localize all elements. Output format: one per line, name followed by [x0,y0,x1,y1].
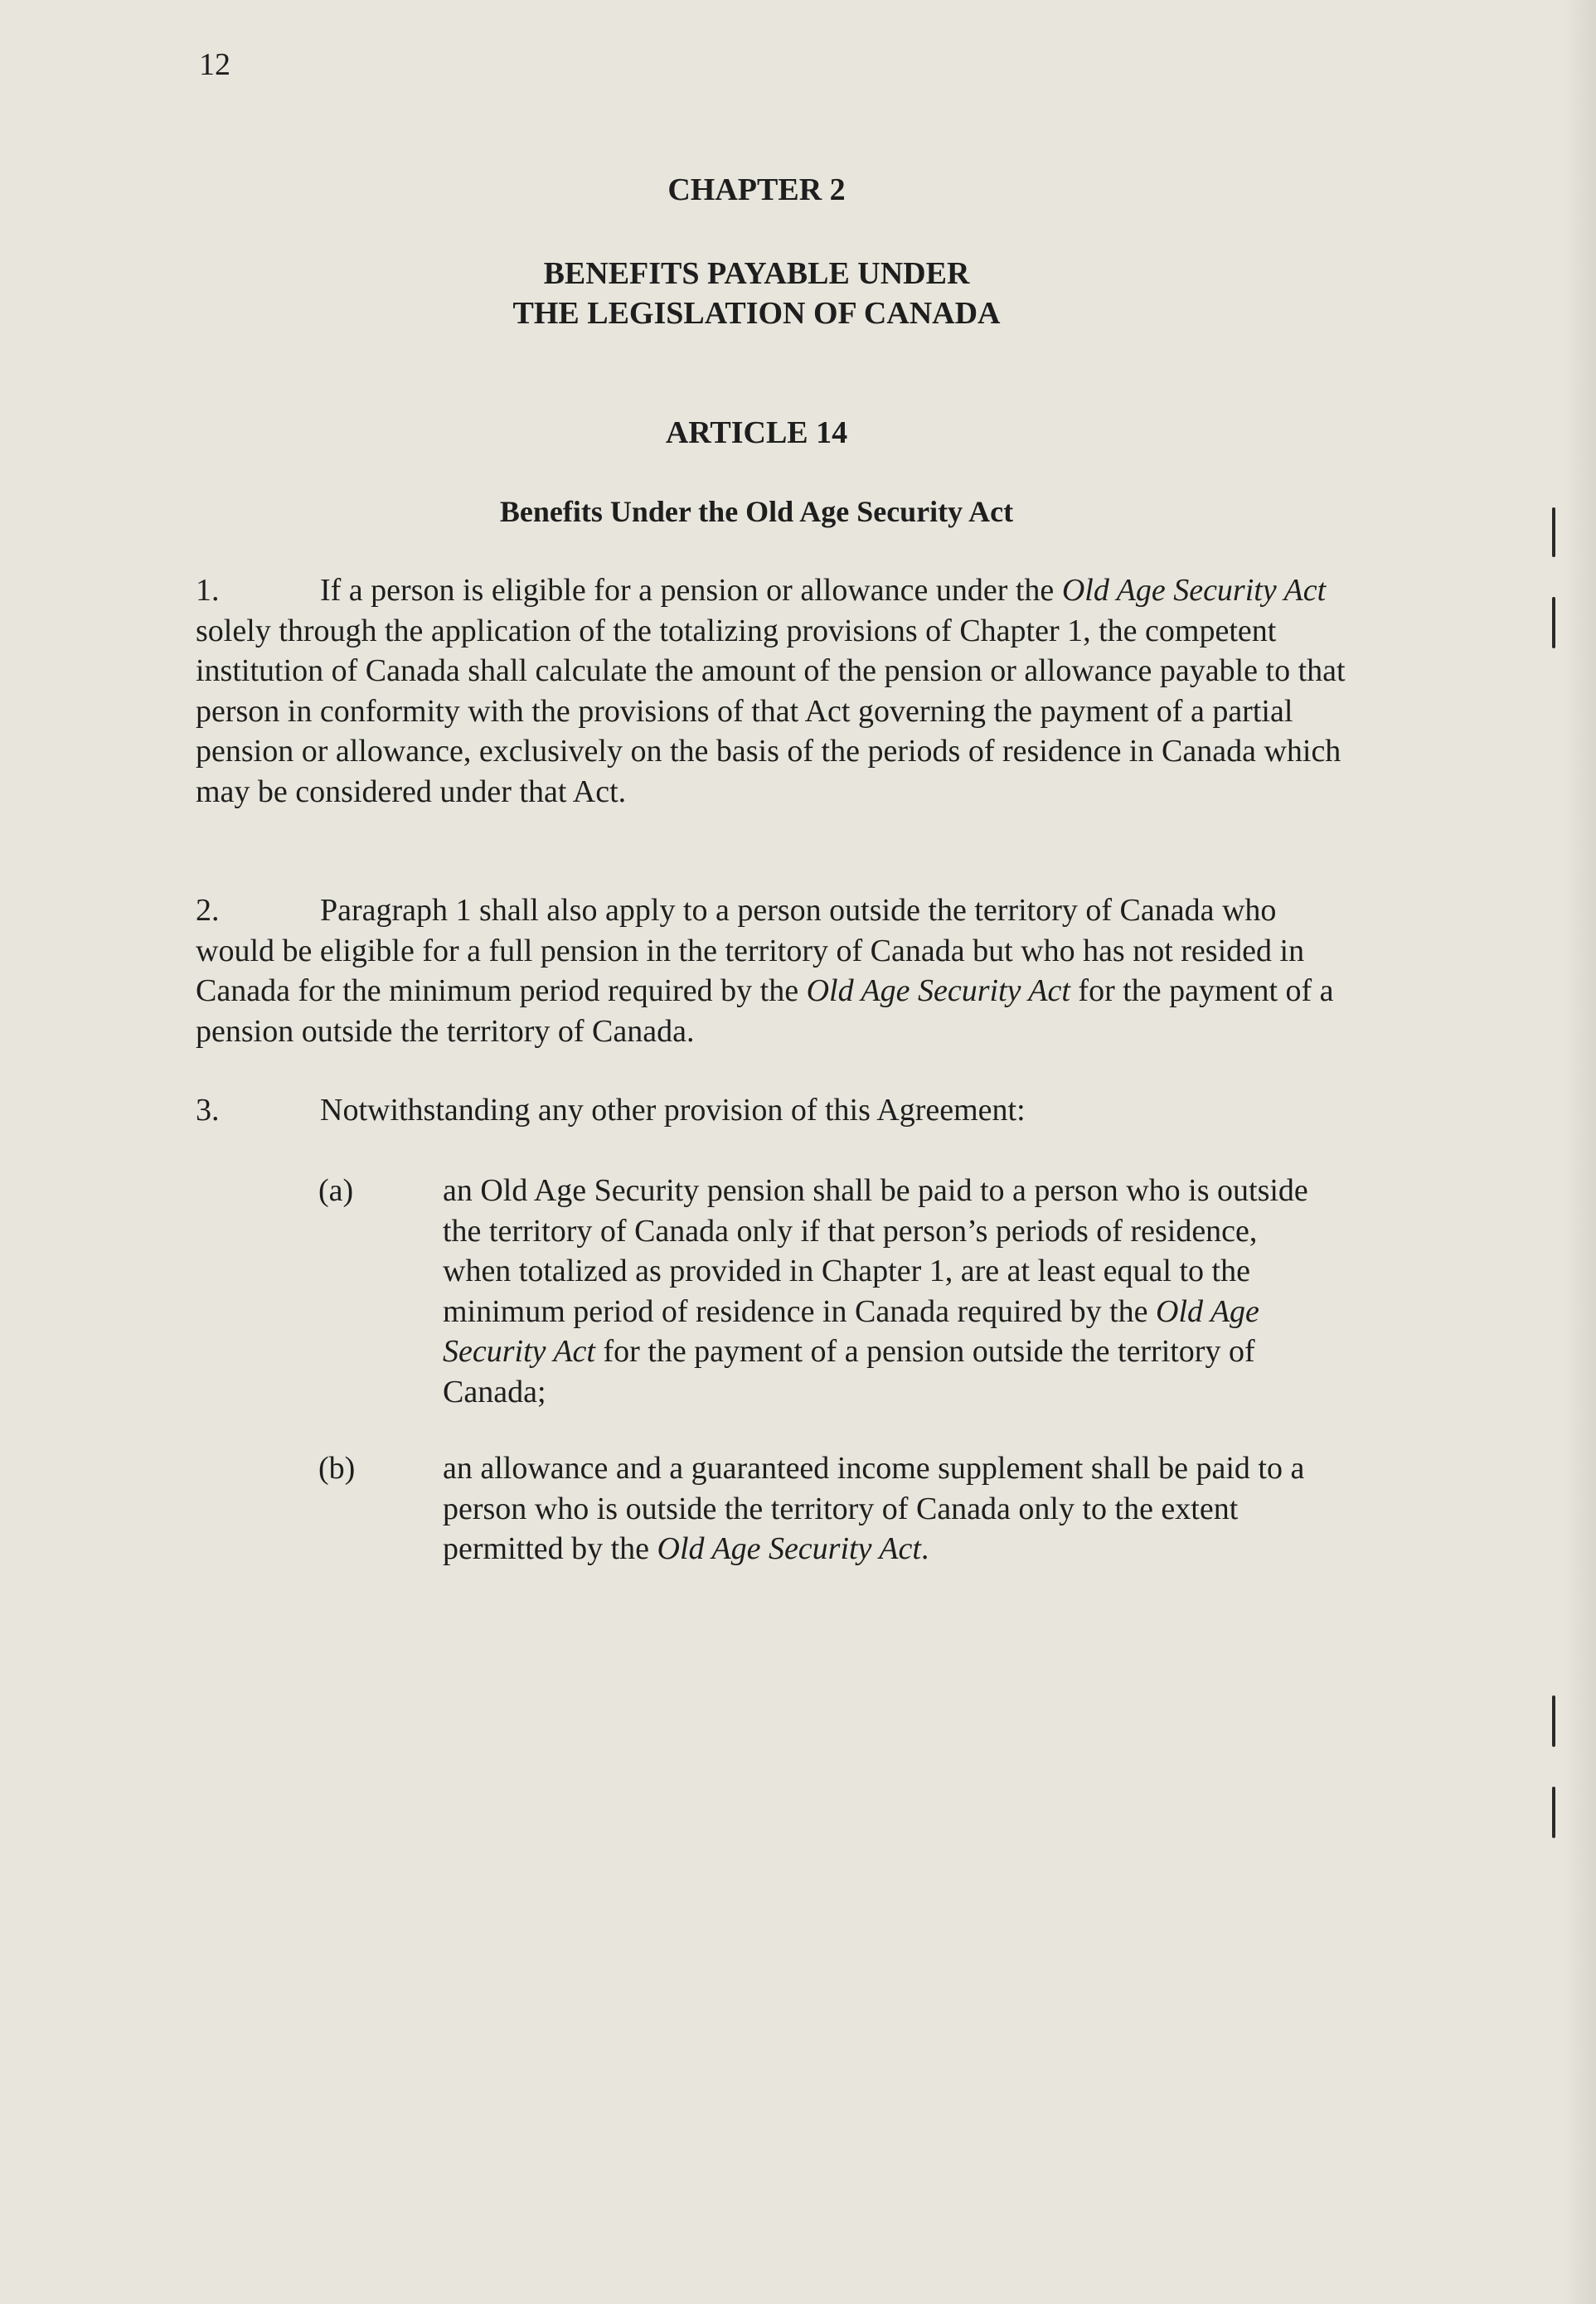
binding-hole-mark [1552,507,1555,557]
paragraph-number: 3. [196,1093,220,1128]
chapter-subtitle-line-2: THE LEGISLATION OF CANADA [512,296,1001,331]
item-text: an allowance and a guaranteed income supplement shall be paid to a person who is outside the territory of Canada only to the extent permitted by the Old Age Security Act. [443,1451,1305,1566]
page-edge-shadow [1563,0,1596,2304]
paragraph-2 [196,890,1348,1051]
binding-hole-mark [1552,1695,1555,1747]
paragraph-text: If a person is eligible for a pension or allowance under the Old Age Security Act solely through the application of the totalizing provisions of Chapter 1, the competent institution of Canada shall calculate the amount of the pension or allowance payable to that person in conformity with the provisions of that Act governing the payment of a partial pension or allowance, exclusively on the basis of the periods of residence in Canada which may be considered under that Act. [196,573,1346,809]
list-item-a [318,1171,1313,1412]
paragraph-text: Notwithstanding any other provision of this Agreement: [320,1093,1026,1128]
paragraph-text: Paragraph 1 shall also apply to a person outside the territory of Canada who would be eligible for a full pension in the territory of Canada but who has not resided in Canada for the minimum period required by the Old Age Security Act for the payment of a pension outside the territory of Canada. [196,893,1334,1049]
item-text: an Old Age Security pension shall be paid to a person who is outside the territory of Canada only if that person’s periods of residence, when totalized as provided in Chapter 1, are at least equal to the minimum period of residence in Canada required by the Old Age Security Act for the payment of a pension outside the territory of Canada; [443,1173,1308,1409]
article-title: ARTICLE 14 [665,415,848,450]
binding-hole-mark [1552,597,1555,648]
chapter-title: CHAPTER 2 [667,172,846,207]
chapter-subtitle-line-1: BENEFITS PAYABLE UNDER [543,256,970,291]
paragraph-1 [196,570,1348,812]
article-heading: Benefits Under the Old Age Security Act [499,495,1014,528]
paragraph-3 [196,1090,1348,1131]
item-label: (a) [318,1173,354,1208]
list-item-b [318,1448,1313,1569]
item-label: (b) [318,1451,356,1486]
paragraph-number: 2. [196,893,220,928]
page-number: 12 [199,47,230,82]
binding-hole-mark [1552,1787,1555,1838]
paragraph-number: 1. [196,573,220,608]
